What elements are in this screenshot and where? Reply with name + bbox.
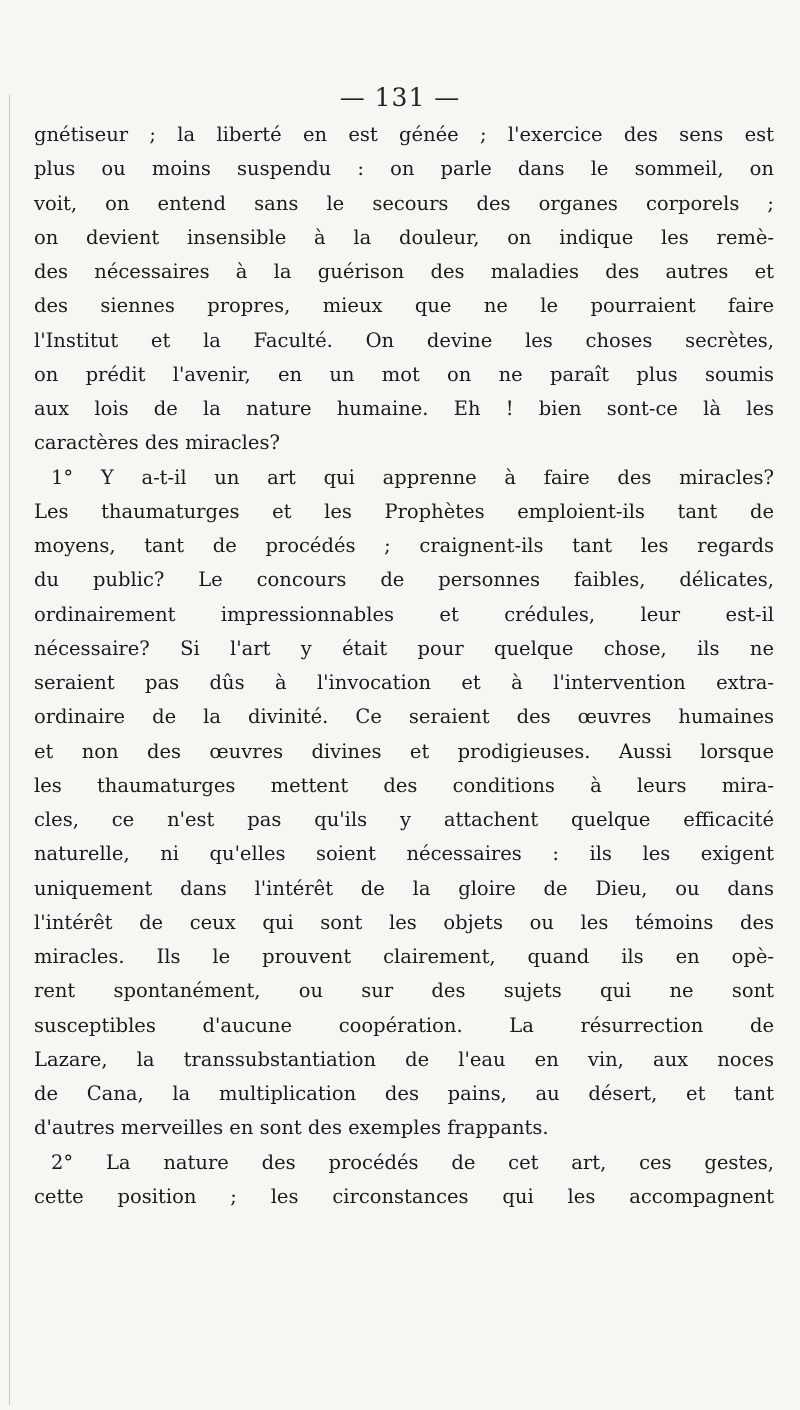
text-line: du public? Le concours de personnes faibles, délicates, [34, 568, 774, 592]
text-line: susceptibles d'aucune coopération. La résurrection de [34, 1013, 774, 1037]
text-line: ordinairement impressionnables et crédules, leur est-il [34, 602, 774, 626]
text-line: aux lois de la nature humaine. Eh ! bien sont-ce là les [34, 397, 774, 420]
text-line: cles, ce n'est pas qu'ils y attachent quelque efficacité [34, 808, 774, 831]
text-line: on prédit l'avenir, en un mot on ne paraît plus soumis [34, 362, 774, 386]
text-line: voit, on entend sans le secours des organes corporels ; [34, 191, 774, 215]
paragraph-start-line: 2° La nature des procédés de cet art, ces gestes, [51, 1150, 774, 1174]
text-line: rent spontanément, ou sur des sujets qui ne sont [34, 979, 774, 1003]
text-line: moyens, tant de procédés ; craignent-ils tant les regards [34, 534, 774, 557]
text-line: les thaumaturges mettent des conditions à leurs mira- [34, 773, 774, 797]
body-text [34, 118, 774, 1214]
text-line: Lazare, la transsubstantiation de l'eau en vin, aux noces [34, 1047, 774, 1071]
paragraph-start-line: 1° Y a-t-il un art qui apprenne à faire des miracles? [51, 465, 774, 489]
text-line: uniquement dans l'intérêt de la gloire de Dieu, ou dans [34, 876, 774, 900]
text-line: des nécessaires à la guérison des maladies des autres et [34, 260, 774, 283]
text-line: et non des œuvres divines et prodigieuses. Aussi lorsque [34, 739, 774, 763]
text-line: des siennes propres, mieux que ne le pourraient faire [34, 294, 774, 318]
text-line: de Cana, la multiplication des pains, au désert, et tant [34, 1082, 774, 1105]
text-line: naturelle, ni qu'elles soient nécessaires : ils les exigent [34, 842, 774, 866]
page-gutter-edge [9, 95, 10, 1405]
text-line: seraient pas dûs à l'invocation et à l'intervention extra- [34, 671, 774, 694]
text-line: caractères des miracles? [34, 431, 280, 455]
text-line: on devient insensible à la douleur, on indique les remè- [34, 225, 774, 249]
text-line: l'Institut et la Faculté. On devine les choses secrètes, [34, 328, 774, 352]
text-line: cette position ; les circonstances qui les accompagnent [34, 1184, 774, 1208]
text-line: l'intérêt de ceux qui sont les objets ou les témoins des [34, 910, 774, 934]
text-line: Les thaumaturges et les Prophètes emploient-ils tant de [34, 499, 774, 523]
text-line: nécessaire? Si l'art y était pour quelque chose, ils ne [34, 636, 774, 660]
text-line: gnétiseur ; la liberté en est génée ; l'exercice des sens est [34, 123, 774, 146]
text-line: plus ou moins suspendu : on parle dans le sommeil, on [34, 157, 774, 181]
text-line: d'autres merveilles en sont des exemples frappants. [34, 1116, 549, 1140]
text-line: ordinaire de la divinité. Ce seraient des œuvres humaines [34, 705, 774, 729]
page-number: — 131 — [339, 83, 461, 112]
text-line: miracles. Ils le prouvent clairement, quand ils en opè- [34, 945, 774, 968]
